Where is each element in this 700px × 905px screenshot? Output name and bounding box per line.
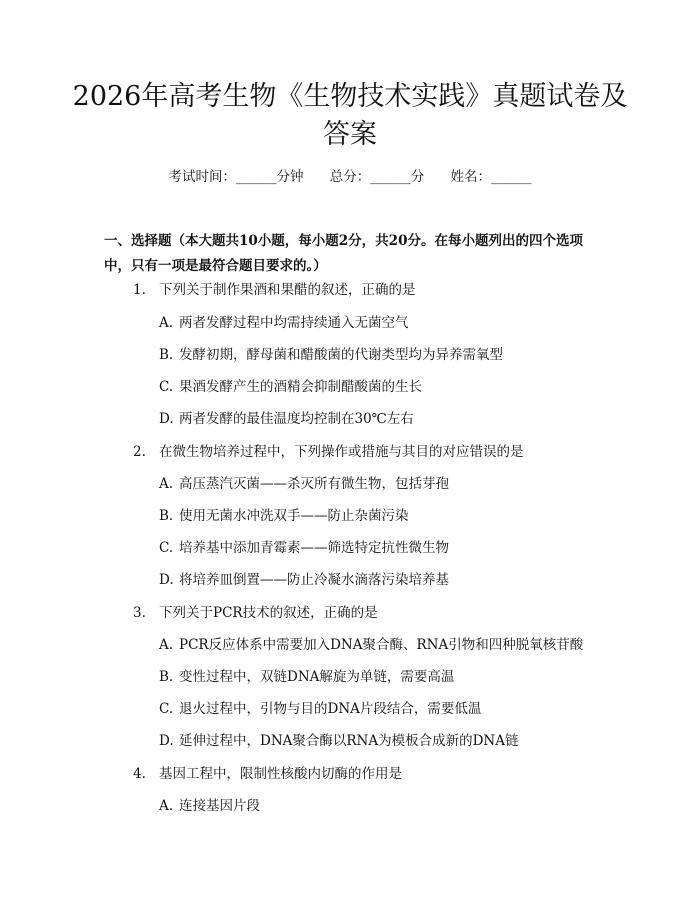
- option-text: 使用无菌水冲洗双手——防止杂菌污染: [179, 508, 409, 524]
- question-1-option-a: [159, 313, 409, 333]
- option-letter: B.: [159, 669, 174, 685]
- option-text: 两者发酵过程中均需持续通入无菌空气: [179, 315, 409, 331]
- question-4-option-a: [159, 796, 260, 816]
- option-letter: D.: [159, 572, 174, 588]
- question-3-option-b: [159, 667, 454, 687]
- question-3: [133, 603, 378, 623]
- option-letter: A.: [159, 315, 174, 331]
- option-letter: D.: [159, 733, 174, 749]
- question-3-option-c: [159, 699, 481, 719]
- name-field: 姓名：______: [450, 169, 532, 185]
- question-stem: 基因工程中，限制性核酸内切酶的作用是: [159, 766, 402, 782]
- question-2-option-b: [159, 506, 409, 526]
- exam-meta-line: [0, 167, 700, 187]
- option-text: 将培养皿倒置——防止冷凝水滴落污染培养基: [179, 572, 449, 588]
- option-letter: C.: [159, 701, 174, 717]
- question-number: 1.: [133, 282, 146, 298]
- option-letter: A.: [159, 798, 174, 814]
- question-number: 2.: [133, 444, 146, 460]
- option-text: 果酒发酵产生的酒精会抑制醋酸菌的生长: [179, 379, 422, 395]
- question-2-option-a: [159, 474, 449, 494]
- question-stem: 在微生物培养过程中，下列操作或措施与其目的对应错误的是: [159, 444, 524, 460]
- option-text: 两者发酵的最佳温度均控制在30℃左右: [179, 411, 414, 427]
- option-letter: A.: [159, 476, 174, 492]
- option-text: 连接基因片段: [179, 798, 260, 814]
- question-2-option-d: [159, 570, 449, 590]
- option-text: 高压蒸汽灭菌——杀灭所有微生物，包括芽孢: [179, 476, 449, 492]
- option-text: 延伸过程中，DNA聚合酶以RNA为模板合成新的DNA链: [179, 733, 519, 749]
- option-text: 培养基中添加青霉素——筛选特定抗性微生物: [179, 540, 449, 556]
- question-1-option-c: [159, 377, 422, 397]
- question-number: 3.: [133, 605, 146, 621]
- question-3-option-d: [159, 731, 519, 751]
- question-stem: 下列关于PCR技术的叙述，正确的是: [159, 605, 378, 621]
- question-2-option-c: [159, 538, 449, 558]
- option-letter: C.: [159, 540, 174, 556]
- option-text: 发酵初期，酵母菌和醋酸菌的代谢类型均为异养需氧型: [179, 347, 503, 363]
- option-text: PCR反应体系中需要加入DNA聚合酶、RNA引物和四种脱氧核苷酸: [179, 637, 584, 653]
- question-2: [133, 442, 524, 462]
- question-3-option-a: [159, 635, 583, 655]
- option-text: 变性过程中，双链DNA解旋为单链，需要高温: [179, 669, 455, 685]
- option-letter: D.: [159, 411, 174, 427]
- section-heading: 一、选择题（本大题共10小题，每小题2分，共20分。在每小题列出的四个选项中，只有一项是最符合题目要求的。）: [104, 233, 583, 274]
- option-letter: A.: [159, 637, 174, 653]
- total-score-field: 总分：______分: [329, 169, 425, 185]
- question-4: [133, 764, 402, 784]
- option-letter: C.: [159, 379, 174, 395]
- document-title: 2026年高考生物《生物技术实践》真题试卷及答案: [72, 81, 628, 150]
- question-1-option-b: [159, 345, 503, 365]
- option-letter: B.: [159, 347, 174, 363]
- option-letter: B.: [159, 508, 174, 524]
- question-1: [133, 280, 416, 300]
- option-text: 退火过程中，引物与目的DNA片段结合，需要低温: [179, 701, 482, 717]
- question-stem: 下列关于制作果酒和果醋的叙述，正确的是: [159, 282, 416, 298]
- question-number: 4.: [133, 766, 146, 782]
- exam-time-field: 考试时间：______分钟: [168, 169, 304, 185]
- question-1-option-d: [159, 409, 414, 429]
